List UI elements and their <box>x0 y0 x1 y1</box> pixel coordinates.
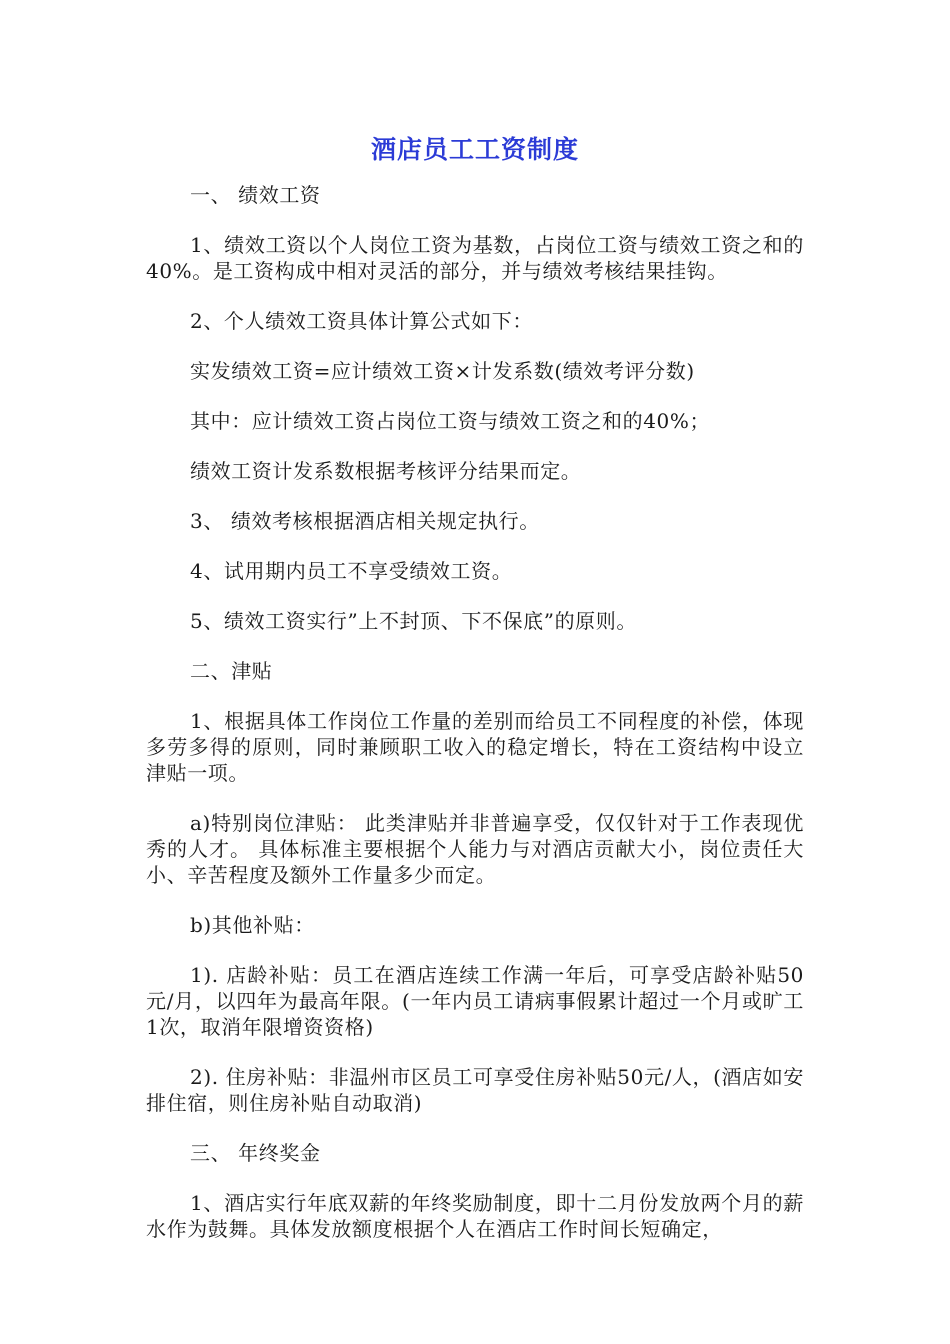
paragraph: 3、 绩效考核根据酒店相关规定执行。 <box>190 509 540 533</box>
paragraph: 1). 店龄补贴：员工在酒店连续工作满一年后，可享受店龄补贴50元/月，以四年为最高年限。(一年内员工请病事假累计超过一个月或旷工1次，取消年限增资资格) <box>146 963 804 1039</box>
paragraph: 1、酒店实行年底双薪的年终奖励制度，即十二月份发放两个月的薪水作为鼓舞。具体发放额度根据个人在酒店工作时间长短确定， <box>146 1191 804 1241</box>
paragraph: a)特别岗位津贴： 此类津贴并非普遍享受，仅仅针对于工作表现优秀的人才。 具体标准主要根据个人能力与对酒店贡献大小，岗位责任大小、辛苦程度及额外工作量多少而定。 <box>146 811 804 887</box>
paragraph: 2). 住房补贴：非温州市区员工可享受住房补贴50元/人，(酒店如安排住宿，则住房补贴自动取消) <box>146 1065 804 1115</box>
section-heading-3: 三、 年终奖金 <box>190 1141 321 1165</box>
paragraph: 5、绩效工资实行”上不封顶、下不保底”的原则。 <box>190 609 637 633</box>
paragraph: b)其他补贴： <box>190 913 315 937</box>
paragraph: 4、试用期内员工不享受绩效工资。 <box>190 559 513 583</box>
document-title: 酒店员工工资制度 <box>370 135 579 164</box>
paragraph: 2、个人绩效工资具体计算公式如下： <box>190 309 533 333</box>
paragraph: 实发绩效工资=应计绩效工资×计发系数(绩效考评分数) <box>190 359 695 383</box>
section-heading-1: 一、 绩效工资 <box>190 183 321 207</box>
section-heading-2: 二、津贴 <box>190 659 273 683</box>
paragraph: 1、绩效工资以个人岗位工资为基数，占岗位工资与绩效工资之和的40%。是工资构成中相对灵活的部分，并与绩效考核结果挂钩。 <box>146 233 804 283</box>
paragraph: 1、根据具体工作岗位工作量的差别而给员工不同程度的补偿，体现多劳多得的原则，同时兼顾职工收入的稳定增长，特在工资结构中设立津贴一项。 <box>146 709 804 785</box>
paragraph: 绩效工资计发系数根据考核评分结果而定。 <box>190 459 582 483</box>
paragraph: 其中：应计绩效工资占岗位工资与绩效工资之和的40%； <box>190 409 711 433</box>
